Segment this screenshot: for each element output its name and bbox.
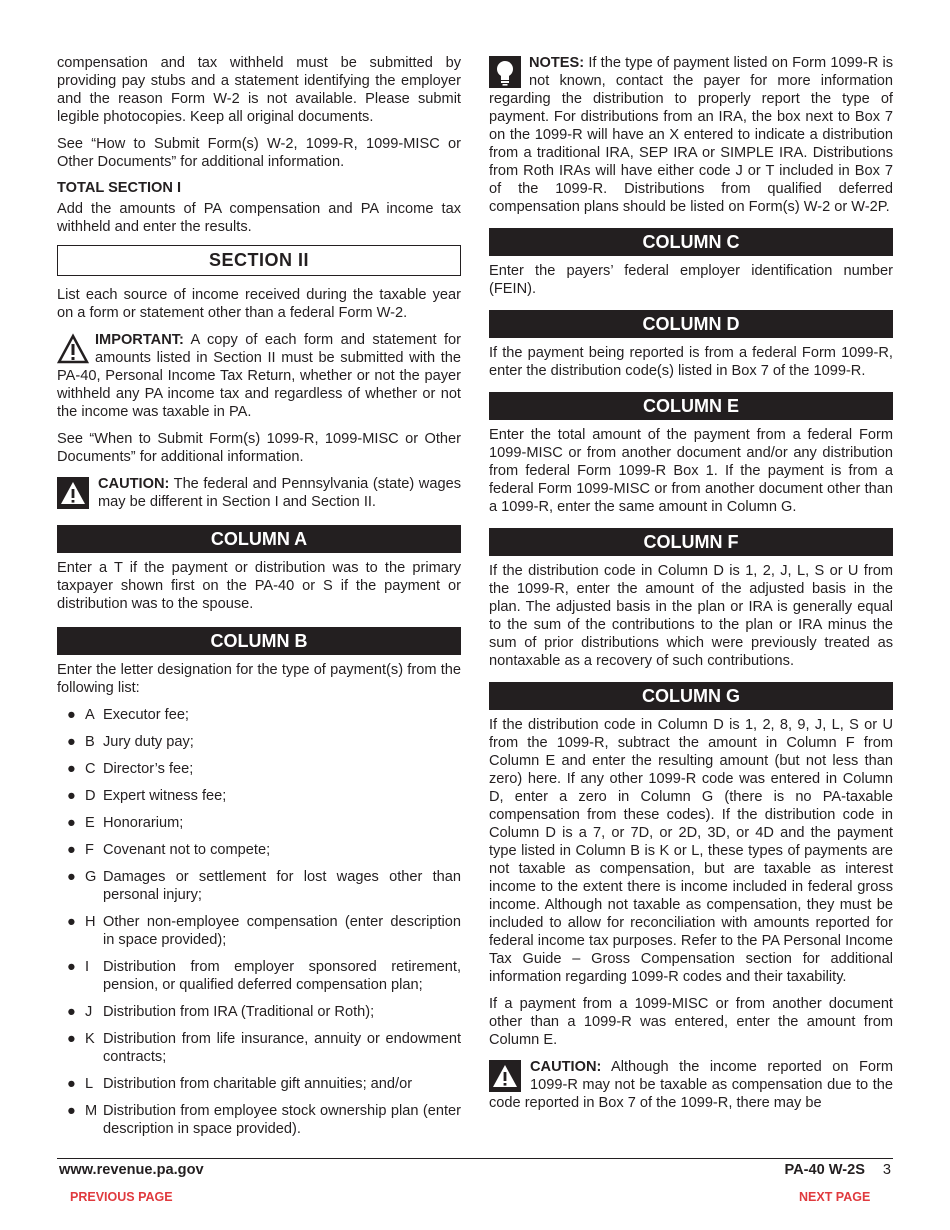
list-item: ● G Damages or settlement for lost wages other than personal injury; — [67, 869, 461, 903]
column-g-text-2: If a payment from a 1099-MISC or from another document other than a 1099-R was entered, enter the amount from Column E. — [489, 996, 893, 1048]
caution-text-2: Although the income reported on Form 1099-R may not be taxable as compensation due to the code reported in Box 7 of the 1099-R, there may be — [489, 1059, 893, 1111]
when-to-submit-paragraph: See “When to Submit Form(s) 1099-R, 1099-MISC or Other Documents” for additional information. — [57, 431, 461, 465]
list-item: ● B Jury duty pay; — [67, 734, 194, 750]
column-a-text: Enter a T if the payment or distribution was to the primary taxpayer shown first on the PA-40 or S if the payment or distribution was to the spouse. — [57, 560, 461, 612]
column-f-heading: COLUMN F — [489, 528, 893, 556]
column-b-text: Enter the letter designation for the type of payment(s) from the following list: — [57, 662, 461, 696]
list-item: ● C Director’s fee; — [67, 761, 194, 777]
important-label: IMPORTANT: — [95, 332, 184, 348]
column-a-heading: COLUMN A — [57, 525, 461, 553]
left-column — [57, 54, 461, 1147]
caution-icon — [57, 477, 89, 509]
list-item: ● E Honorarium; — [67, 815, 184, 831]
notes-text: If the type of payment listed on Form 1099-R is not known, contact the payer for more information regarding the distribution to properly report the type of payment. For distributions from an IRA, the box next to Box 7 on the 1099-R will have an X entered to indicate a distribution from a traditional IRA, SEP IRA or SIMPLE IRA. Distributions from Roth IRAs will have either code J or T included in Box 7 of the 1099-R. Distributions from qualified deferred compensation plans should be listed on Form(s) W-2 or W-2P. — [489, 55, 893, 215]
important-note — [57, 331, 461, 421]
previous-page-link[interactable]: PREVIOUS PAGE — [70, 1190, 173, 1204]
list-item: ● I Distribution from employer sponsored retirement, pension, or qualified deferred compensation plan; — [67, 959, 461, 993]
total-section-heading: TOTAL SECTION I — [57, 180, 182, 196]
section-ii-text: List each source of income received during the taxable year on a form or statement other than a federal Form W-2. — [57, 287, 461, 321]
list-item: ● K Distribution from life insurance, annuity or endowment contracts; — [67, 1031, 461, 1065]
list-item: ● A Executor fee; — [67, 707, 189, 723]
page-number: 3 — [882, 1162, 891, 1178]
column-f-text: If the distribution code in Column D is 1, 2, J, L, S or U from the 1099-R, enter the amount of the adjusted basis in the plan. The adjusted basis in the plan or IRA is generally equal to the sum of the contributions to the plan or IRA minus the sum of prior distributions which were previously treated as nontaxable as a recovery of such contributions. — [489, 563, 893, 669]
column-d-text: If the payment being reported is from a federal Form 1099-R, enter the distribution code(s) listed in Box 7 of the 1099-R. — [489, 345, 893, 379]
caution-label: CAUTION: — [98, 476, 170, 492]
list-item: ● F Covenant not to compete; — [67, 842, 271, 858]
section-ii-title: SECTION II — [57, 245, 461, 276]
column-c-text: Enter the payers’ federal employer identification number (FEIN). — [489, 263, 893, 297]
list-item: ● L Distribution from charitable gift annuities; and/or — [67, 1076, 413, 1092]
page-footer — [57, 1158, 893, 1178]
caution-note-2 — [489, 1058, 893, 1112]
intro-paragraph: compensation and tax withheld must be submitted by providing pay stubs and a statement identifying the employer and the reason Form W-2 is not available. Please submit legible photocopies. Keep all original documents. — [57, 55, 461, 125]
list-item: ● M Distribution from employee stock ownership plan (enter description in space provided). — [67, 1103, 461, 1137]
column-b-heading: COLUMN B — [57, 627, 461, 655]
form-name: PA-40 W-2S — [784, 1162, 865, 1178]
lightbulb-icon — [489, 56, 521, 88]
warning-icon — [57, 333, 89, 365]
column-d-heading: COLUMN D — [489, 310, 893, 338]
right-column — [489, 54, 893, 1121]
notes-paragraph — [489, 54, 893, 216]
caution-note — [57, 475, 461, 511]
column-e-text: Enter the total amount of the payment from a federal Form 1099-MISC or from another document and/or any distribution from federal Form 1099-R Box 1. If the payment is from a federal Form 1099-MISC or from another document other than a 1099-R, enter the same amount in Column G. — [489, 427, 893, 515]
how-to-submit-paragraph: See “How to Submit Form(s) W-2, 1099-R, 1099-MISC or Other Documents” for additional information. — [57, 136, 461, 170]
payment-type-list — [57, 706, 461, 1138]
total-section-text: Add the amounts of PA compensation and PA income tax withheld and enter the results. — [57, 201, 461, 235]
caution-icon — [489, 1060, 521, 1092]
next-page-link[interactable]: NEXT PAGE — [799, 1190, 871, 1204]
column-g-heading: COLUMN G — [489, 682, 893, 710]
column-g-text: If the distribution code in Column D is 1, 2, 8, 9, J, L, S or U from the 1099-R, subtract the amount in Column F from Column E and enter the resulting amount (but not less than zero) here. If any other 1099-R code was entered in Column D, enter a zero in Column G (there is no PA-taxable compensation from these codes). If the distribution code in Column D is a 7, or 7D, or 2D, 3D, or 4D and the payment type listed in Column B is K or L, these types of payments are not taxable as compensation, but are taxable as interest income to the extent there is income included in federal gross income. Although not taxable as compensation, they must be included to allow for reconciliation with amounts reported for federal income tax purposes. Refer to the PA Personal Income Tax Guide – Gross Compensation section for additional information regarding 1099-R codes and their taxability. — [489, 717, 893, 985]
notes-label: NOTES: — [529, 55, 585, 71]
important-text: A copy of each form and statement for amounts listed in Section II must be submitted with the PA-40, Personal Income Tax Return, whether or not the payer withheld any PA income tax and regardless of whether or not the income was taxable in PA. — [57, 332, 461, 420]
list-item: ● J Distribution from IRA (Traditional or Roth); — [67, 1004, 375, 1020]
column-c-heading: COLUMN C — [489, 228, 893, 256]
column-e-heading: COLUMN E — [489, 392, 893, 420]
caution-label-2: CAUTION: — [530, 1059, 602, 1075]
caution-text: The federal and Pennsylvania (state) wages may be different in Section I and Section II. — [98, 476, 461, 510]
website-link[interactable]: www.revenue.pa.gov — [59, 1162, 204, 1178]
list-item: ● D Expert witness fee; — [67, 788, 227, 804]
list-item: ● H Other non-employee compensation (enter description in space provided); — [67, 914, 461, 948]
